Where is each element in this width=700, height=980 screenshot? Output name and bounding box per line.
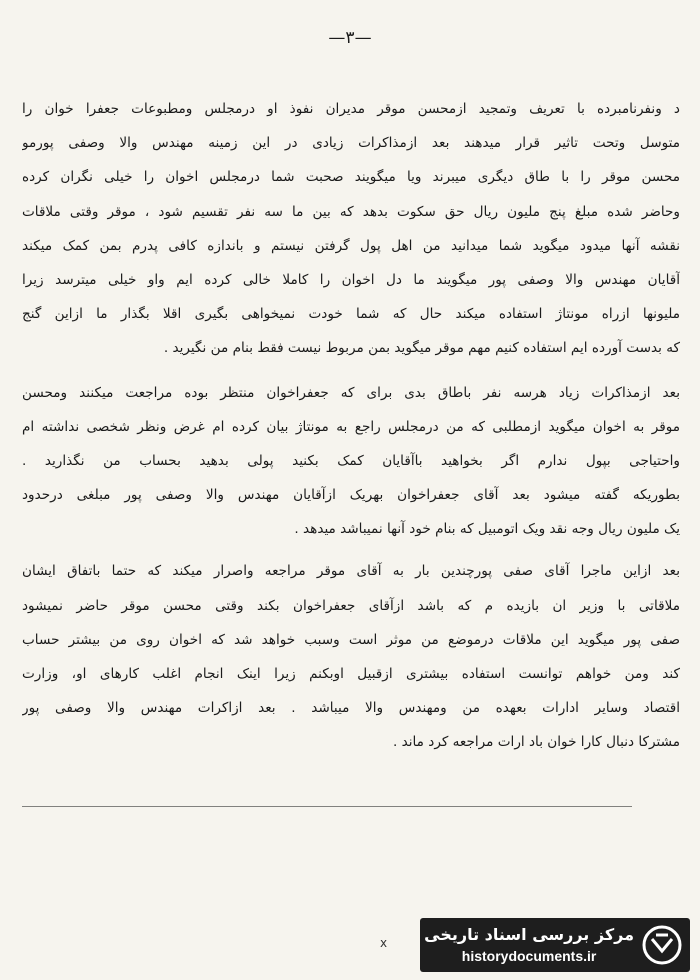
- text-line: یک ملیون ریال وجه نقد ویک اتومبیل که بنام خود آنها نمیباشد میدهد .: [294, 521, 680, 538]
- text-line: صفی پور میگوید این ملاقات درموضع من موثر است وسبب خواهد شد که اخوان روی من بیشتر حساب: [22, 631, 680, 648]
- text-line: آقایان مهندس والا وصفی پور میگویند ما دل اخوان را کاملا خالی کرده ایم واو خیلی میترسد زیرا: [22, 271, 680, 288]
- text-line: د ونفرنامبرده با تعریف وتمجید ازمحسن موقر مدیران نفوذ او درمجلس ومطبوعات جعفرا خوان را: [22, 101, 680, 117]
- document-body: [22, 92, 680, 760]
- page-number: —٣—: [328, 28, 372, 48]
- watermark-logo: [420, 918, 690, 972]
- text-line: بعد ازمذاکرات زیاد هرسه نفر باطاق بدی برای که جعفراخوان منتظر بوده مراجعت میکنند ومحسن: [22, 384, 680, 401]
- text-line: اقتصاد وسایر ادارات بعهده من ومهندس والا میباشد . بعد ازاکرات مهندس والا وصفی پور: [22, 700, 680, 717]
- text-line: نقشه آنها میدود میگوید شما میدانید من اهل پول گرفتن نیستم و باندازه کافی پدرم بمن کمک میکند: [22, 237, 680, 254]
- text-line: مشترکا دنبال کارا خوان باد ارات مراجعه کرد ماند .: [392, 734, 680, 751]
- footer-mark: x: [380, 936, 388, 950]
- text-line: که بدست آورده ایم استفاده کنیم مهم موقر میگوید بمن مربوط نیست فقط بنام من نگیرید .: [163, 340, 680, 357]
- book-emblem-icon: [642, 925, 682, 965]
- horizontal-rule: [22, 806, 632, 807]
- text-line: ملیونها ازراه مونتاژ استفاده میکند حال که شما خودت نمیخواهی بگیری اقلا بگذار ما ازاین گنج: [22, 306, 680, 323]
- text-line: بطوریکه گفته میشود بعد آقای جعفراخوان بهریک ازآقایان مهندس والا وصفی پور مبلغی درحدود: [22, 487, 680, 504]
- watermark-title: مرکز بررسی اسناد تاریخی: [424, 925, 634, 944]
- text-line: متوسل وتحت تاثیر قرار میدهند بعد ازمذاکرات زیادی در این زمینه مهندس والا وصفی پورمو: [22, 135, 680, 152]
- watermark-url: historydocuments.ir: [461, 948, 597, 964]
- text-line: محسن موقر را با طاق دیگری میبرند ویا میگویند صحبت شما درمجلس اخوان را خیلی نگران کرده: [22, 169, 680, 186]
- text-line: واحتیاجی بپول ندارم اگر بخواهید باآقایان کمک بکنید پولی بدهید بحساب من نگذارید .: [22, 452, 680, 469]
- text-line: ملاقاتی با وزیر ان بازیده م که باشد ازآقای جعفراخوان بکند وقتی محسن موقر حاضر نمیشود: [22, 597, 680, 614]
- text-line: وحاضر شده مبلغ پنج ملیون ریال حق سکوت بدهد که بین ما سه نفر تقسیم شود ، موقر وقتی ملاقات: [22, 203, 680, 220]
- text-line: کند ومن خواهم توانست استفاده بیشتری ازقبیل اوبکنم زیرا اینک انجام اغلب کارهای او، وزارت: [22, 666, 680, 682]
- text-line: موقر به اخوان میگوید ازمطلبی که من درمجلس راجع به مونتاژ بیان کرده ام غرض ونظر شخصی نداشته ام: [22, 418, 680, 435]
- text-line: بعد ازاین ماجرا آقای صفی پورچندین بار به آقای موقر مراجعه واصرار میکند که حتما باتفاق ایشان: [22, 563, 680, 580]
